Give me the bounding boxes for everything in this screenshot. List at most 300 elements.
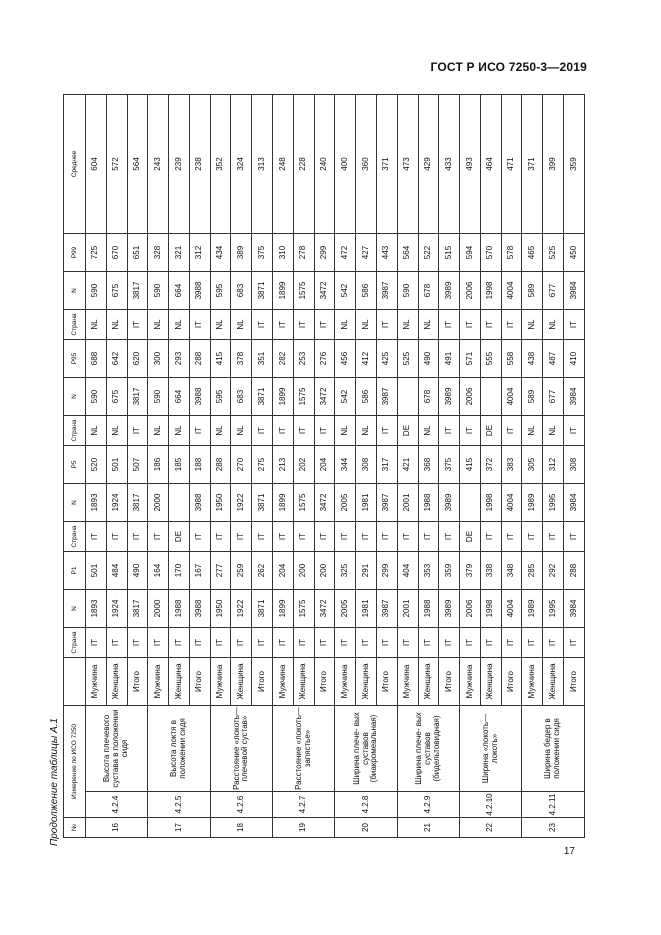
value-cell: 525 xyxy=(397,340,418,378)
value-cell: NL xyxy=(522,416,543,446)
value-cell: 664 xyxy=(169,378,190,416)
table-row xyxy=(460,95,481,838)
value-cell: 3984 xyxy=(563,484,584,522)
value-cell: 465 xyxy=(522,234,543,272)
value-cell: 415 xyxy=(210,340,231,378)
value-cell: 456 xyxy=(335,340,356,378)
value-cell: NL xyxy=(522,310,543,340)
sex-cell: Женщина xyxy=(106,658,127,706)
value-cell: 555 xyxy=(480,340,501,378)
value-cell: 328 xyxy=(148,234,169,272)
value-cell: 3871 xyxy=(252,272,273,310)
measurement-name: Высота плечевого сустава в положении сидя xyxy=(86,706,148,792)
value-cell: NL xyxy=(418,416,439,446)
value-cell: IT xyxy=(169,628,190,658)
value-cell: 443 xyxy=(376,234,397,272)
value-cell: DE xyxy=(169,522,190,552)
value-cell: 1989 xyxy=(522,484,543,522)
table-row xyxy=(148,95,169,838)
value-cell: 292 xyxy=(543,552,564,590)
value-cell: IT xyxy=(210,628,231,658)
value-cell: 473 xyxy=(397,95,418,234)
value-cell: 3871 xyxy=(252,378,273,416)
measurement-code: 4.2.8 xyxy=(335,792,397,818)
value-cell: 1998 xyxy=(480,272,501,310)
value-cell: 642 xyxy=(106,340,127,378)
sex-cell: Итого xyxy=(563,658,584,706)
value-cell: IT xyxy=(480,310,501,340)
value-cell: IT xyxy=(189,522,210,552)
value-cell: IT xyxy=(106,522,127,552)
value-cell xyxy=(480,378,501,416)
value-cell: 590 xyxy=(397,272,418,310)
value-cell: 3987 xyxy=(376,378,397,416)
value-cell: IT xyxy=(501,310,522,340)
value-cell: 683 xyxy=(231,272,252,310)
value-cell: 351 xyxy=(252,340,273,378)
table-row xyxy=(210,95,231,838)
header-country-p99: Страна xyxy=(64,310,86,340)
value-cell: IT xyxy=(563,310,584,340)
measurement-name: Расстояние «локоть— плечевой сустав» xyxy=(210,706,272,792)
header-p99: P99 xyxy=(64,234,86,272)
table-caption: Продолжение таблицы А.1 xyxy=(49,718,60,846)
page-number: 17 xyxy=(563,846,575,857)
value-cell: 1575 xyxy=(293,272,314,310)
value-cell: 2001 xyxy=(397,590,418,628)
value-cell: 490 xyxy=(127,552,148,590)
header-p5: P5 xyxy=(64,446,86,484)
table-row xyxy=(335,95,356,838)
value-cell: NL xyxy=(231,416,252,446)
value-cell: 321 xyxy=(169,234,190,272)
value-cell: 595 xyxy=(210,378,231,416)
value-cell: 288 xyxy=(563,552,584,590)
value-cell: 285 xyxy=(522,552,543,590)
value-cell: IT xyxy=(439,628,460,658)
value-cell: 310 xyxy=(273,234,294,272)
table-row xyxy=(522,95,543,838)
value-cell: 571 xyxy=(460,340,481,378)
value-cell: 352 xyxy=(210,95,231,234)
measurement-name: Ширина бедер в положении сидя xyxy=(522,706,585,792)
value-cell: 164 xyxy=(148,552,169,590)
value-cell: NL xyxy=(106,416,127,446)
measurement-code: 4.2.6 xyxy=(210,792,272,818)
value-cell: 472 xyxy=(335,234,356,272)
header-p1: P1 xyxy=(64,552,86,590)
value-cell: IT xyxy=(210,522,231,552)
value-cell: 507 xyxy=(127,446,148,484)
value-cell: 484 xyxy=(106,552,127,590)
value-cell: IT xyxy=(252,416,273,446)
value-cell: 2006 xyxy=(460,378,481,416)
measurement-code: 4.2.9 xyxy=(397,792,459,818)
value-cell: IT xyxy=(273,416,294,446)
value-cell: 375 xyxy=(439,446,460,484)
value-cell: 525 xyxy=(543,234,564,272)
value-cell: 501 xyxy=(106,446,127,484)
value-cell: 590 xyxy=(86,272,107,310)
sex-cell: Мужчина xyxy=(397,658,418,706)
value-cell xyxy=(169,484,190,522)
measurement-code: 4.2.7 xyxy=(273,792,335,818)
value-cell: IT xyxy=(252,522,273,552)
value-cell: 4004 xyxy=(501,484,522,522)
value-cell: IT xyxy=(376,416,397,446)
header-measurement: Измерение по ИСО 7250 xyxy=(64,706,86,818)
value-cell: IT xyxy=(522,628,543,658)
sex-cell: Женщина xyxy=(293,658,314,706)
value-cell: 1998 xyxy=(480,484,501,522)
value-cell: IT xyxy=(480,628,501,658)
value-cell: 429 xyxy=(418,95,439,234)
data-table xyxy=(63,94,585,838)
row-number: 19 xyxy=(273,818,335,838)
value-cell: 558 xyxy=(501,340,522,378)
value-cell: IT xyxy=(273,522,294,552)
value-cell: IT xyxy=(418,522,439,552)
value-cell: 2006 xyxy=(460,590,481,628)
value-cell: IT xyxy=(127,628,148,658)
value-cell: 493 xyxy=(460,95,481,234)
value-cell: 434 xyxy=(210,234,231,272)
sex-cell: Мужчина xyxy=(86,658,107,706)
measurement-code: 4.2.4 xyxy=(86,792,148,818)
value-cell: 353 xyxy=(418,552,439,590)
value-cell: IT xyxy=(356,522,377,552)
value-cell: 167 xyxy=(189,552,210,590)
measurement-name: Расстояние «локоть— запястье» xyxy=(273,706,335,792)
value-cell: NL xyxy=(231,310,252,340)
value-cell: 501 xyxy=(86,552,107,590)
value-cell: 678 xyxy=(418,272,439,310)
value-cell: 471 xyxy=(501,95,522,234)
value-cell: 383 xyxy=(501,446,522,484)
value-cell: 300 xyxy=(148,340,169,378)
value-cell: IT xyxy=(460,628,481,658)
value-cell: IT xyxy=(543,628,564,658)
value-cell: 371 xyxy=(376,95,397,234)
value-cell: 433 xyxy=(439,95,460,234)
value-cell: 572 xyxy=(106,95,127,234)
row-number: 22 xyxy=(460,818,522,838)
value-cell: 262 xyxy=(252,552,273,590)
value-cell: 1988 xyxy=(418,590,439,628)
measurement-name: Ширина плече- вых суставов (бидельтовидная) xyxy=(397,706,459,792)
value-cell: 299 xyxy=(376,552,397,590)
value-cell: 375 xyxy=(252,234,273,272)
value-cell: NL xyxy=(543,416,564,446)
value-cell: 404 xyxy=(397,552,418,590)
value-cell: IT xyxy=(189,310,210,340)
value-cell: 589 xyxy=(522,272,543,310)
value-cell: 275 xyxy=(252,446,273,484)
value-cell: 348 xyxy=(501,552,522,590)
value-cell: 4004 xyxy=(501,590,522,628)
value-cell: 438 xyxy=(522,340,543,378)
value-cell: IT xyxy=(563,628,584,658)
value-cell: 379 xyxy=(460,552,481,590)
value-cell: IT xyxy=(127,310,148,340)
value-cell: 200 xyxy=(293,552,314,590)
value-cell: IT xyxy=(293,522,314,552)
value-cell: 1899 xyxy=(273,590,294,628)
value-cell: 522 xyxy=(418,234,439,272)
header-p95: P95 xyxy=(64,340,86,378)
value-cell: 270 xyxy=(231,446,252,484)
value-cell: 678 xyxy=(418,378,439,416)
value-cell xyxy=(460,484,481,522)
value-cell: 399 xyxy=(543,95,564,234)
value-cell: 308 xyxy=(563,446,584,484)
sex-cell: Женщина xyxy=(356,658,377,706)
value-cell: 589 xyxy=(522,378,543,416)
value-cell: 421 xyxy=(397,446,418,484)
header-no: № xyxy=(64,818,86,838)
row-number: 23 xyxy=(522,818,585,838)
value-cell: 1924 xyxy=(106,590,127,628)
header-country-p1: Страна xyxy=(64,628,86,658)
value-cell: 590 xyxy=(148,272,169,310)
table-header-row xyxy=(64,95,86,838)
value-cell: 3472 xyxy=(314,484,335,522)
value-cell: 425 xyxy=(376,340,397,378)
value-cell: 578 xyxy=(501,234,522,272)
header-sex xyxy=(64,658,86,706)
value-cell: IT xyxy=(189,628,210,658)
value-cell: 228 xyxy=(293,95,314,234)
value-cell: 308 xyxy=(356,446,377,484)
value-cell: 595 xyxy=(210,272,231,310)
value-cell: 3988 xyxy=(189,590,210,628)
value-cell: 3817 xyxy=(127,590,148,628)
value-cell: 1575 xyxy=(293,484,314,522)
value-cell: IT xyxy=(293,416,314,446)
sex-cell: Мужчина xyxy=(210,658,231,706)
value-cell: 3817 xyxy=(127,378,148,416)
value-cell: 670 xyxy=(106,234,127,272)
value-cell: IT xyxy=(148,628,169,658)
value-cell: 2000 xyxy=(148,590,169,628)
value-cell: 3987 xyxy=(376,590,397,628)
value-cell: 3984 xyxy=(563,378,584,416)
header-n-p99: N xyxy=(64,272,86,310)
value-cell: 325 xyxy=(335,552,356,590)
value-cell: 293 xyxy=(169,340,190,378)
value-cell: 1988 xyxy=(169,590,190,628)
value-cell: IT xyxy=(314,416,335,446)
value-cell: 564 xyxy=(397,234,418,272)
value-cell: 312 xyxy=(543,446,564,484)
value-cell: 1981 xyxy=(356,484,377,522)
value-cell: 1899 xyxy=(273,272,294,310)
value-cell: 1899 xyxy=(273,378,294,416)
value-cell: IT xyxy=(189,416,210,446)
header-mean: Среднее xyxy=(64,95,86,234)
value-cell: 3989 xyxy=(439,484,460,522)
sex-cell: Итого xyxy=(439,658,460,706)
value-cell: 213 xyxy=(273,446,294,484)
value-cell: 1998 xyxy=(480,590,501,628)
value-cell: 360 xyxy=(356,95,377,234)
measurement-code: 4.2.5 xyxy=(148,792,210,818)
value-cell: NL xyxy=(106,310,127,340)
document-header: ГОСТ Р ИСО 7250-3—2019 xyxy=(430,60,587,74)
value-cell: 204 xyxy=(314,446,335,484)
value-cell: NL xyxy=(418,310,439,340)
value-cell: IT xyxy=(439,522,460,552)
value-cell: IT xyxy=(273,628,294,658)
value-cell: 594 xyxy=(460,234,481,272)
rotated-table-wrapper xyxy=(63,94,585,838)
value-cell: IT xyxy=(501,416,522,446)
value-cell: IT xyxy=(480,522,501,552)
value-cell: 1924 xyxy=(106,484,127,522)
header-country-p95: Страна xyxy=(64,416,86,446)
sex-cell: Мужчина xyxy=(148,658,169,706)
value-cell: 464 xyxy=(480,95,501,234)
value-cell: 259 xyxy=(231,552,252,590)
value-cell: IT xyxy=(335,522,356,552)
value-cell: IT xyxy=(397,628,418,658)
value-cell: 276 xyxy=(314,340,335,378)
value-cell: 378 xyxy=(231,340,252,378)
value-cell: 3472 xyxy=(314,590,335,628)
sex-cell: Мужчина xyxy=(460,658,481,706)
value-cell: 277 xyxy=(210,552,231,590)
value-cell: DE xyxy=(460,522,481,552)
value-cell: 170 xyxy=(169,552,190,590)
value-cell: IT xyxy=(439,310,460,340)
table-row xyxy=(273,95,294,838)
value-cell: IT xyxy=(127,522,148,552)
value-cell: NL xyxy=(86,416,107,446)
sex-cell: Мужчина xyxy=(273,658,294,706)
value-cell: 725 xyxy=(86,234,107,272)
value-cell: 1995 xyxy=(543,590,564,628)
value-cell: IT xyxy=(252,310,273,340)
value-cell: IT xyxy=(293,310,314,340)
value-cell: IT xyxy=(293,628,314,658)
value-cell: 400 xyxy=(335,95,356,234)
value-cell: 651 xyxy=(127,234,148,272)
value-cell: IT xyxy=(439,416,460,446)
value-cell: 344 xyxy=(335,446,356,484)
value-cell: IT xyxy=(314,628,335,658)
value-cell: 1575 xyxy=(293,378,314,416)
value-cell: 1989 xyxy=(522,590,543,628)
value-cell: 491 xyxy=(439,340,460,378)
value-cell: 664 xyxy=(169,272,190,310)
value-cell: NL xyxy=(210,310,231,340)
value-cell: 200 xyxy=(314,552,335,590)
row-number: 20 xyxy=(335,818,397,838)
value-cell: IT xyxy=(231,522,252,552)
sex-cell: Мужчина xyxy=(522,658,543,706)
value-cell: 1893 xyxy=(86,590,107,628)
value-cell: 590 xyxy=(148,378,169,416)
sex-cell: Женщина xyxy=(480,658,501,706)
value-cell: NL xyxy=(543,310,564,340)
value-cell: 450 xyxy=(563,234,584,272)
value-cell: NL xyxy=(356,310,377,340)
value-cell: IT xyxy=(418,628,439,658)
value-cell: IT xyxy=(273,310,294,340)
value-cell: IT xyxy=(397,522,418,552)
value-cell: NL xyxy=(169,416,190,446)
value-cell: 3817 xyxy=(127,272,148,310)
value-cell: IT xyxy=(106,628,127,658)
value-cell: 586 xyxy=(356,378,377,416)
header-country-p5: Страна xyxy=(64,522,86,552)
row-number: 16 xyxy=(86,818,148,838)
sex-cell: Мужчина xyxy=(335,658,356,706)
measurement-name: Ширина «локоть—локоть» xyxy=(460,706,522,792)
value-cell: 1575 xyxy=(293,590,314,628)
value-cell: 312 xyxy=(189,234,210,272)
value-cell: IT xyxy=(563,522,584,552)
value-cell: 389 xyxy=(231,234,252,272)
value-cell: 520 xyxy=(86,446,107,484)
value-cell: 372 xyxy=(480,446,501,484)
value-cell: 185 xyxy=(169,446,190,484)
value-cell: 3472 xyxy=(314,378,335,416)
value-cell: 368 xyxy=(418,446,439,484)
value-cell: IT xyxy=(460,310,481,340)
value-cell: IT xyxy=(501,522,522,552)
header-n-p1: N xyxy=(64,590,86,628)
value-cell: 359 xyxy=(439,552,460,590)
value-cell xyxy=(397,378,418,416)
measurement-code: 4.2.11 xyxy=(522,792,585,818)
value-cell: 305 xyxy=(522,446,543,484)
sex-cell: Итого xyxy=(127,658,148,706)
value-cell: DE xyxy=(480,416,501,446)
value-cell: 202 xyxy=(293,446,314,484)
value-cell: 675 xyxy=(106,378,127,416)
value-cell: 1950 xyxy=(210,484,231,522)
value-cell: IT xyxy=(376,310,397,340)
value-cell: 542 xyxy=(335,378,356,416)
value-cell: IT xyxy=(86,522,107,552)
value-cell: 324 xyxy=(231,95,252,234)
sex-cell: Итого xyxy=(376,658,397,706)
value-cell: NL xyxy=(356,416,377,446)
value-cell: 239 xyxy=(169,95,190,234)
value-cell: 3989 xyxy=(439,378,460,416)
sex-cell: Женщина xyxy=(543,658,564,706)
value-cell: 570 xyxy=(480,234,501,272)
table-row xyxy=(397,95,418,838)
value-cell: 1995 xyxy=(543,484,564,522)
value-cell: 291 xyxy=(356,552,377,590)
value-cell: IT xyxy=(376,522,397,552)
value-cell: 564 xyxy=(127,95,148,234)
value-cell: NL xyxy=(148,310,169,340)
value-cell: 248 xyxy=(273,95,294,234)
value-cell: DE xyxy=(397,416,418,446)
value-cell: NL xyxy=(210,416,231,446)
value-cell: IT xyxy=(563,416,584,446)
value-cell: IT xyxy=(252,628,273,658)
value-cell: 1981 xyxy=(356,590,377,628)
value-cell: 359 xyxy=(563,95,584,234)
value-cell: 415 xyxy=(460,446,481,484)
value-cell: 3989 xyxy=(439,272,460,310)
value-cell: 677 xyxy=(543,272,564,310)
value-cell: NL xyxy=(148,416,169,446)
